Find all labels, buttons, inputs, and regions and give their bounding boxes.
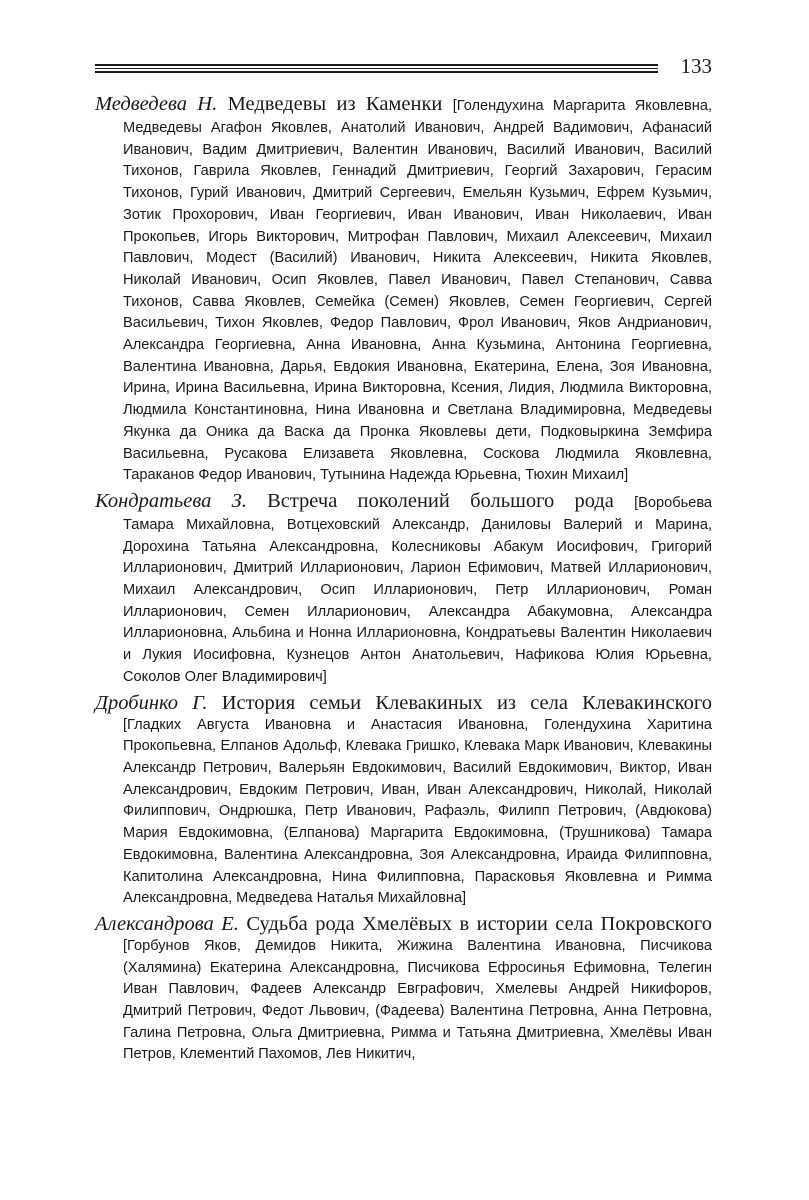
entry-names: [Гладких Августа Ивановна и Анастасия Ивановна, Голендухина Харитина Прокопьевна, Елпанов Адольф, Клевака Гришко, Клевака Марк Иванович, Клевакины Александр Петрович, Валерьян Евдокимович, Василий Евдокимович, Виктор, Иван Александрович, Евдоким Петрович, Иван, Иван Александрович, Николай, Николай Филиппович, Ондрюшка, Петр Иванович, Рафаэль, Филипп Петрович, (Авдюкова) Мария Евдокимовна, (Елпанова) Маргарита Евдокимовна, (Трушникова) Тамара Евдокимовна, Валентина Александровна, Зоя Александровна, Ираида Филипповна, Капитолина Александровна, Нина Филипповна, Парасковья Яковлевна и Римма Александровна, Медведева Наталья Михайловна] <box>123 716 712 907</box>
entry-heading <box>95 691 712 715</box>
entry-author: Александрова Е. <box>95 912 239 935</box>
bibliography-entry <box>95 92 712 487</box>
entry-heading <box>95 489 712 515</box>
entry-heading <box>95 92 712 118</box>
header-rule <box>95 71 658 73</box>
entry-names-start: [Голендухина Маргарита Яковлевна, <box>452 98 712 114</box>
bibliography-entry <box>95 912 712 1066</box>
bibliography-entry <box>95 691 712 910</box>
header-rule <box>95 64 658 66</box>
entry-names-start: [Воробьева <box>634 494 713 511</box>
entry-author: Медведева Н. <box>95 93 218 115</box>
entry-author: Кондратьева З. <box>95 489 247 512</box>
page-header <box>95 54 712 82</box>
entry-title: Встреча поколений большого рода <box>267 489 614 512</box>
entry-names: Тамара Михайловна, Вотцеховский Александр, Даниловы Валерий и Марина, Дорохина Татьяна Александровна, Колесниковы Абакум Иосифович, Григорий Илларионович, Дмитрий Илларионович, Ларион Ефимович, Матвей Илларионович, Михаил Александрович, Осип Илларионович, Петр Илларионович, Роман Илларионович, Семен Илларионович, Александра Абакумовна, Александра Илларионовна, Альбина и Нонна Илларионовна, Кондратьевы Валентин Николаевич и Лукия Иосифовна, Кузнецов Антон Анатольевич, Нафикова Юлия Юрьевна, Соколов Олег Владимирович] <box>123 516 712 685</box>
bibliography-entry <box>95 489 712 689</box>
bibliography-list <box>95 92 712 1068</box>
entry-title: История семьи Клевакиных из села Клевакинского <box>221 691 713 714</box>
header-rule <box>95 68 658 69</box>
entry-names: [Горбунов Яков, Демидов Никита, Жижина Валентина Ивановна, Писчикова (Халямина) Екатерина Александровна, Писчикова Ефросинья Ефимовна, Телегин Иван Павлович, Фадеев Александр Евграфович, Хмелевы Андрей Никифоров, Дмитрий Петрович, Федот Львович, (Фадеева) Валентина Петровна, Анна Петровна, Галина Петровна, Ольга Дмитриевна, Римма и Татьяна Дмитриевна, Хмелёвы Иван Петров, Клементий Пахомов, Лев Никитич, <box>123 937 712 1063</box>
entry-names: Медведевы Агафон Яковлев, Анатолий Иванович, Андрей Вадимович, Афанасий Иванович, Вадим Дмитриевич, Валентин Иванович, Василий Иванович, Василий Тихонов, Гаврила Яковлев, Геннадий Дмитриевич, Георгий Захарович, Герасим Тихонов, Гурий Иванович, Дмитрий Сергеевич, Емельян Кузьмич, Ефрем Кузьмич, Зотик Прохорович, Иван Георгиевич, Иван Иванович, Иван Николаевич, Иван Прокопьев, Игорь Викторович, Митрофан Павлович, Михаил Алексеевич, Михаил Павлович, Модест (Василий) Иванович, Никита Алексеевич, Никита Яковлев, Николай Иванович, Осип Яковлев, Павел Иванович, Павел Степанович, Савва Тихонов, Савва Яковлев, Семейка (Семен) Яковлев, Семен Георгиевич, Сергей Васильевич, Тихон Яковлев, Федор Павлович, Фрол Иванович, Яков Андрианович, Александра Георгиевна, Анна Ивановна, Анна Кузьмина, Антонина Георгиевна, Валентина Ивановна, Дарья, Евдокия Ивановна, Екатерина, Елена, Зоя Ивановна, Ирина, Ирина Васильевна, Ирина Викторовна, Ксения, Лидия, Людмила Викторовна, Людмила Константиновна, Нина Ивановна и Светлана Владимировна, Медведевы Якунка да Оника да Васка да Пронка Яковлевы дети, Подковыркина Земфира Васильевна, Русакова Елизавета Яковлевна, Соскова Людмила Яковлевна, Тараканов Федор Иванович, Тутынина Надежда Юрьевна, Тюхин Михаил] <box>123 120 712 484</box>
page-number: 133 <box>680 54 712 78</box>
entry-title: Медведевы из Каменки <box>227 93 443 115</box>
entry-author: Дробинко Г. <box>95 691 208 714</box>
entry-heading <box>95 912 712 936</box>
entry-title: Судьба рода Хмелёвых в истории села Покровского <box>246 912 713 935</box>
